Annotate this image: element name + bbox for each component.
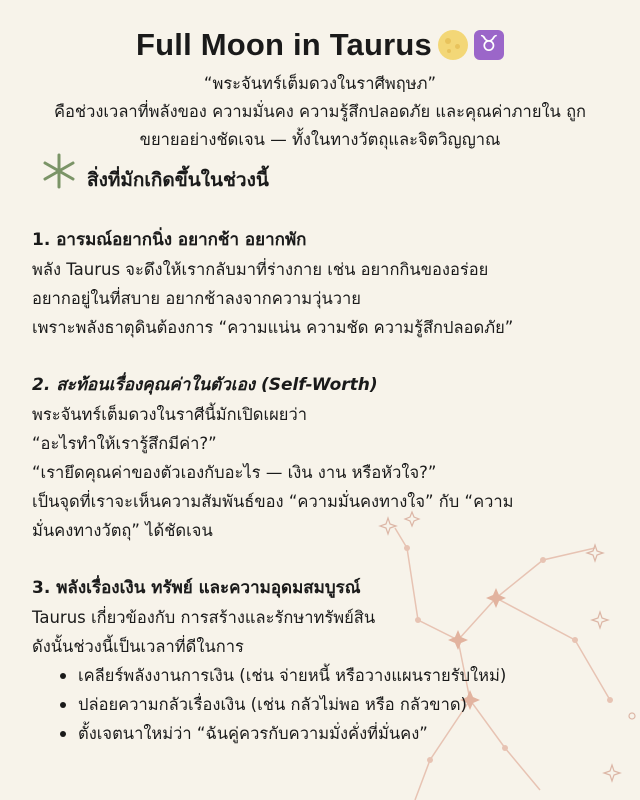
taurus-sign-icon: ♉ [474,30,504,60]
list-item: ตั้งเจตนาใหม่ว่า “ฉันคู่ควรกับความมั่งคั่งที่มั่นคง” [60,719,622,748]
asterisk-star-icon [40,152,78,190]
main-content [32,226,622,748]
intro-line: ขยายอย่างชัดเจน — ทั้งในทางวัตถุและจิตวิญญาณ [139,130,501,149]
item-text: เป็นจุดที่เราจะเห็นความสัมพันธ์ของ “ความมั่นคงทางใจ” กับ “ความ [32,492,514,511]
bullet-list [32,661,622,748]
item-text: มั่นคงทางวัตถุ” ได้ชัดเจน [32,521,213,540]
item-text: อยากอยู่ในที่สบาย อยากช้าลงจากความวุ่นวาย [32,289,361,308]
item-heading: 2. สะท้อนเรื่องคุณค่าในตัวเอง (Self-Worth) [32,375,378,395]
intro-quote: “พระจันทร์เต็มดวงในราศีพฤษภ” [203,74,437,93]
intro-paragraph [0,70,640,154]
item-text: “อะไรทำให้เรารู้สึกมีค่า?” [32,434,217,453]
item-heading: 3. พลังเรื่องเงิน ทรัพย์ และความอุดมสมบูรณ์ [32,578,361,598]
list-item: ปล่อยความกลัวเรื่องเงิน (เช่น กลัวไม่พอ หรือ กลัวขาด) [60,690,622,719]
list-item: เคลียร์พลังงานการเงิน (เช่น จ่ายหนี้ หรือวางแผนรายรับใหม่) [60,661,622,690]
item-text: เพราะพลังธาตุดินต้องการ “ความแน่น ความชัด ความรู้สึกปลอดภัย” [32,318,514,337]
intro-line: คือช่วงเวลาที่พลังของ ความมั่นคง ความรู้สึกปลอดภัย และคุณค่าภายใน ถูก [53,102,587,121]
item-text: “เรายึดคุณค่าของตัวเองกับอะไร — เงิน งาน หรือหัวใจ?” [32,463,437,482]
page-title [0,27,640,63]
title-text: Full Moon in Taurus [136,27,432,62]
full-moon-icon [438,30,468,60]
item-text: พลัง Taurus จะดึงให้เรากลับมาที่ร่างกาย เช่น อยากกินของอร่อย [32,260,489,279]
item-text: Taurus เกี่ยวข้องกับ การสร้างและรักษาทรัพย์สิน [32,608,376,627]
section-heading: สิ่งที่มักเกิดขึ้นในช่วงนี้ [87,169,269,191]
item-text: พระจันทร์เต็มดวงในราศีนี้มักเปิดเผยว่า [32,405,307,424]
item-text: ดังนั้นช่วงนี้เป็นเวลาที่ดีในการ [32,637,244,656]
item-heading: 1. อารมณ์อยากนิ่ง อยากช้า อยากพัก [32,230,307,250]
